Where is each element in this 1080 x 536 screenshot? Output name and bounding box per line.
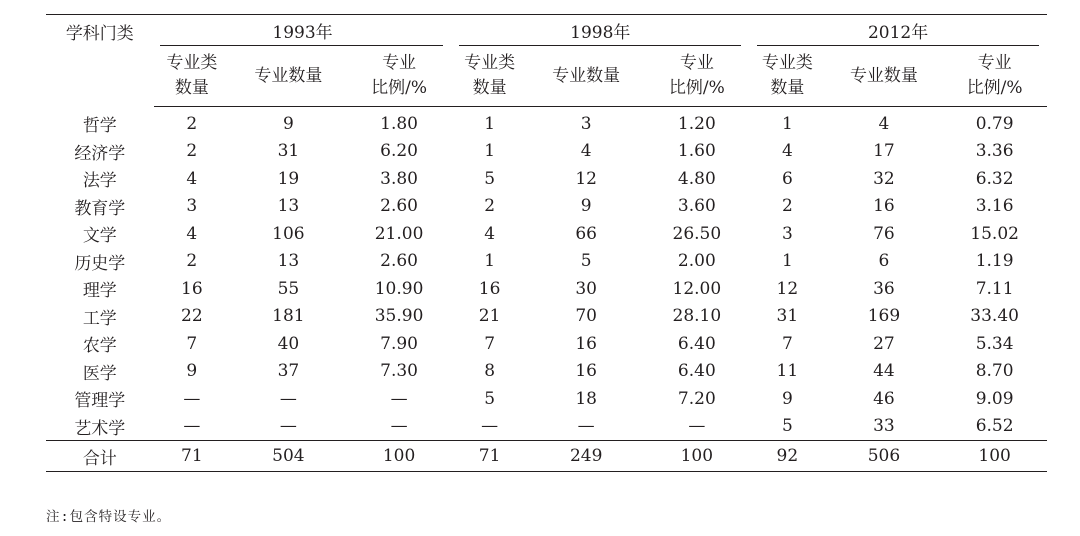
table-row [46,107,1047,138]
major-count-header: 专业数量 [230,46,347,107]
value-cell: 3.36 [975,141,1014,162]
value-cell: 19 [277,168,300,189]
data-table-container [46,14,1047,472]
major-ratio-header: 专业 比例/% [645,46,750,107]
value-cell: 3.16 [975,196,1014,217]
value-cell: 3 [781,223,793,244]
subject-cell: 医学 [82,363,117,384]
year-header-1998 [451,15,749,47]
value-cell: 2 [781,196,793,217]
value-cell: 21.00 [374,223,424,244]
value-cell: 33.40 [970,306,1019,327]
value-cell: 46 [873,388,895,409]
value-cell: 249 [528,441,645,472]
subject-cell: 工学 [82,308,117,329]
value-cell: 7.20 [677,388,716,409]
value-cell: 8 [484,361,496,382]
value-cell: 16 [575,361,597,382]
value-cell: 1 [484,251,496,272]
value-cell: 5 [781,416,793,437]
value-cell: 4 [186,223,198,244]
category-count-header: 专业类 数量 [451,46,527,107]
subject-cell: 教育学 [74,198,126,219]
subject-cell: 经济学 [74,143,126,164]
value-cell: 35.90 [374,306,424,327]
value-cell: 100 [347,441,452,472]
value-cell: 1 [781,113,793,134]
value-cell: 5 [484,168,496,189]
value-cell: 2.00 [677,251,716,272]
category-count-header: 专业类 数量 [154,46,230,107]
value-cell: 1 [484,141,496,162]
value-cell: 26.50 [672,223,722,244]
table-footnote: 注:包含特设专业。 [46,509,172,525]
value-cell: — [390,416,408,437]
value-cell: 30 [575,278,597,299]
value-cell: 76 [873,223,895,244]
value-cell: 17 [873,141,895,162]
table-row [46,193,1047,221]
table-row [46,275,1047,303]
value-cell: 15.02 [970,223,1019,244]
year-header-1993 [154,15,452,47]
value-cell: 4 [186,168,198,189]
subject-cell: 管理学 [74,391,126,412]
table-row [46,165,1047,193]
value-cell: 44 [873,361,895,382]
value-cell: 27 [873,333,895,354]
table-row [46,385,1047,413]
table-row [46,358,1047,386]
table-row [46,303,1047,331]
value-cell: 6.52 [975,416,1014,437]
value-cell: 5 [484,388,496,409]
value-cell: 16 [181,278,203,299]
value-cell: 33 [873,416,895,437]
subject-cell: 文学 [82,226,117,247]
year-label: 2012年 [867,23,929,43]
value-cell: 55 [277,278,300,299]
value-cell: 13 [277,196,300,217]
table-header [46,15,1047,107]
value-cell: 100 [942,441,1047,472]
sub-header-row [46,46,1047,107]
value-cell: 71 [451,441,527,472]
value-cell: — [481,416,499,437]
major-count-header: 专业数量 [826,46,943,107]
value-cell: 28.10 [672,306,722,327]
subject-cell: 农学 [82,336,117,357]
category-count-header: 专业类 数量 [749,46,825,107]
total-row [46,441,1047,472]
value-cell: 2.60 [380,196,418,217]
value-cell: 1.80 [380,113,418,134]
value-cell: 2 [186,113,198,134]
value-cell: 9.09 [975,388,1014,409]
value-cell: 36 [873,278,895,299]
discipline-statistics-table [46,14,1047,472]
value-cell: 169 [867,306,901,327]
value-cell: 7 [186,333,198,354]
value-cell: 9 [186,361,198,382]
subject-cell: 理学 [82,281,117,302]
value-cell: 504 [230,441,347,472]
subject-cell: 历史学 [74,253,126,274]
value-cell: — [183,416,201,437]
value-cell: 1.20 [677,113,716,134]
subject-cell: 哲学 [82,116,117,136]
value-cell: 16 [575,333,597,354]
value-cell: 7.90 [380,333,418,354]
value-cell: 7.30 [380,361,418,382]
value-cell: 12.00 [672,278,722,299]
subject-cell: 法学 [82,171,117,192]
value-cell: 4 [878,113,890,134]
major-ratio-header: 专业 比例/% [347,46,452,107]
table-row [46,220,1047,248]
value-cell: 31 [776,306,799,327]
value-cell: 3.80 [380,168,418,189]
value-cell: 7.11 [975,278,1014,299]
subject-column-header: 学科门类 [46,15,154,107]
value-cell: 4 [484,223,496,244]
value-cell: — [279,388,297,409]
value-cell: 13 [277,251,300,272]
value-cell: — [183,388,201,409]
value-cell: 92 [749,441,825,472]
value-cell: 6 [781,168,793,189]
table-body [46,107,1047,472]
value-cell: 9 [282,113,294,134]
value-cell: 10.90 [374,278,424,299]
value-cell: 40 [277,333,300,354]
year-label: 1998年 [570,23,631,43]
value-cell: 2 [186,251,198,272]
value-cell: 21 [478,306,501,327]
value-cell: 71 [154,441,230,472]
table-row [46,330,1047,358]
value-cell: 2.60 [380,251,418,272]
value-cell: 3 [186,196,198,217]
value-cell: 6.20 [380,141,418,162]
value-cell: 1.60 [677,141,716,162]
subject-cell: 合计 [46,441,154,472]
value-cell: 0.79 [975,113,1014,134]
value-cell: 9 [781,388,793,409]
value-cell: 1.19 [975,251,1014,272]
value-cell: — [390,388,408,409]
table-row [46,413,1047,441]
value-cell: — [279,416,297,437]
value-cell: 2 [186,141,198,162]
value-cell: 100 [645,441,750,472]
value-cell: 6.40 [677,333,716,354]
value-cell: 4 [781,141,793,162]
value-cell: 5.34 [975,333,1014,354]
value-cell: 7 [781,333,793,354]
value-cell: 2 [484,196,496,217]
value-cell: 8.70 [975,361,1014,382]
value-cell: 1 [484,113,496,134]
value-cell: 12 [575,168,597,189]
major-ratio-header: 专业 比例/% [942,46,1047,107]
value-cell: 6.32 [975,168,1014,189]
value-cell: 6.40 [677,361,716,382]
value-cell: 16 [873,196,895,217]
value-cell: 5 [580,251,592,272]
value-cell: 66 [575,223,597,244]
value-cell: 31 [277,141,300,162]
value-cell: — [688,416,706,437]
value-cell: 37 [277,361,300,382]
value-cell: 1 [781,251,793,272]
value-cell: 7 [484,333,496,354]
value-cell: 6 [878,251,890,272]
value-cell: 4 [580,141,592,162]
value-cell: 3 [580,113,592,134]
value-cell: 22 [181,306,203,327]
value-cell: 32 [873,168,895,189]
value-cell: 4.80 [677,168,716,189]
value-cell: 106 [272,223,305,244]
subject-cell: 艺术学 [74,418,126,439]
value-cell: 11 [776,361,799,382]
value-cell: — [577,416,595,437]
value-cell: 12 [776,278,799,299]
year-header-2012 [749,15,1047,47]
major-count-header: 专业数量 [528,46,645,107]
value-cell: 3.60 [677,196,716,217]
value-cell: 70 [575,306,597,327]
value-cell: 181 [272,306,305,327]
value-cell: 16 [478,278,501,299]
value-cell: 506 [826,441,943,472]
value-cell: 9 [580,196,592,217]
table-row [46,138,1047,166]
value-cell: 18 [575,388,597,409]
table-row [46,248,1047,276]
year-label: 1993年 [272,23,333,43]
